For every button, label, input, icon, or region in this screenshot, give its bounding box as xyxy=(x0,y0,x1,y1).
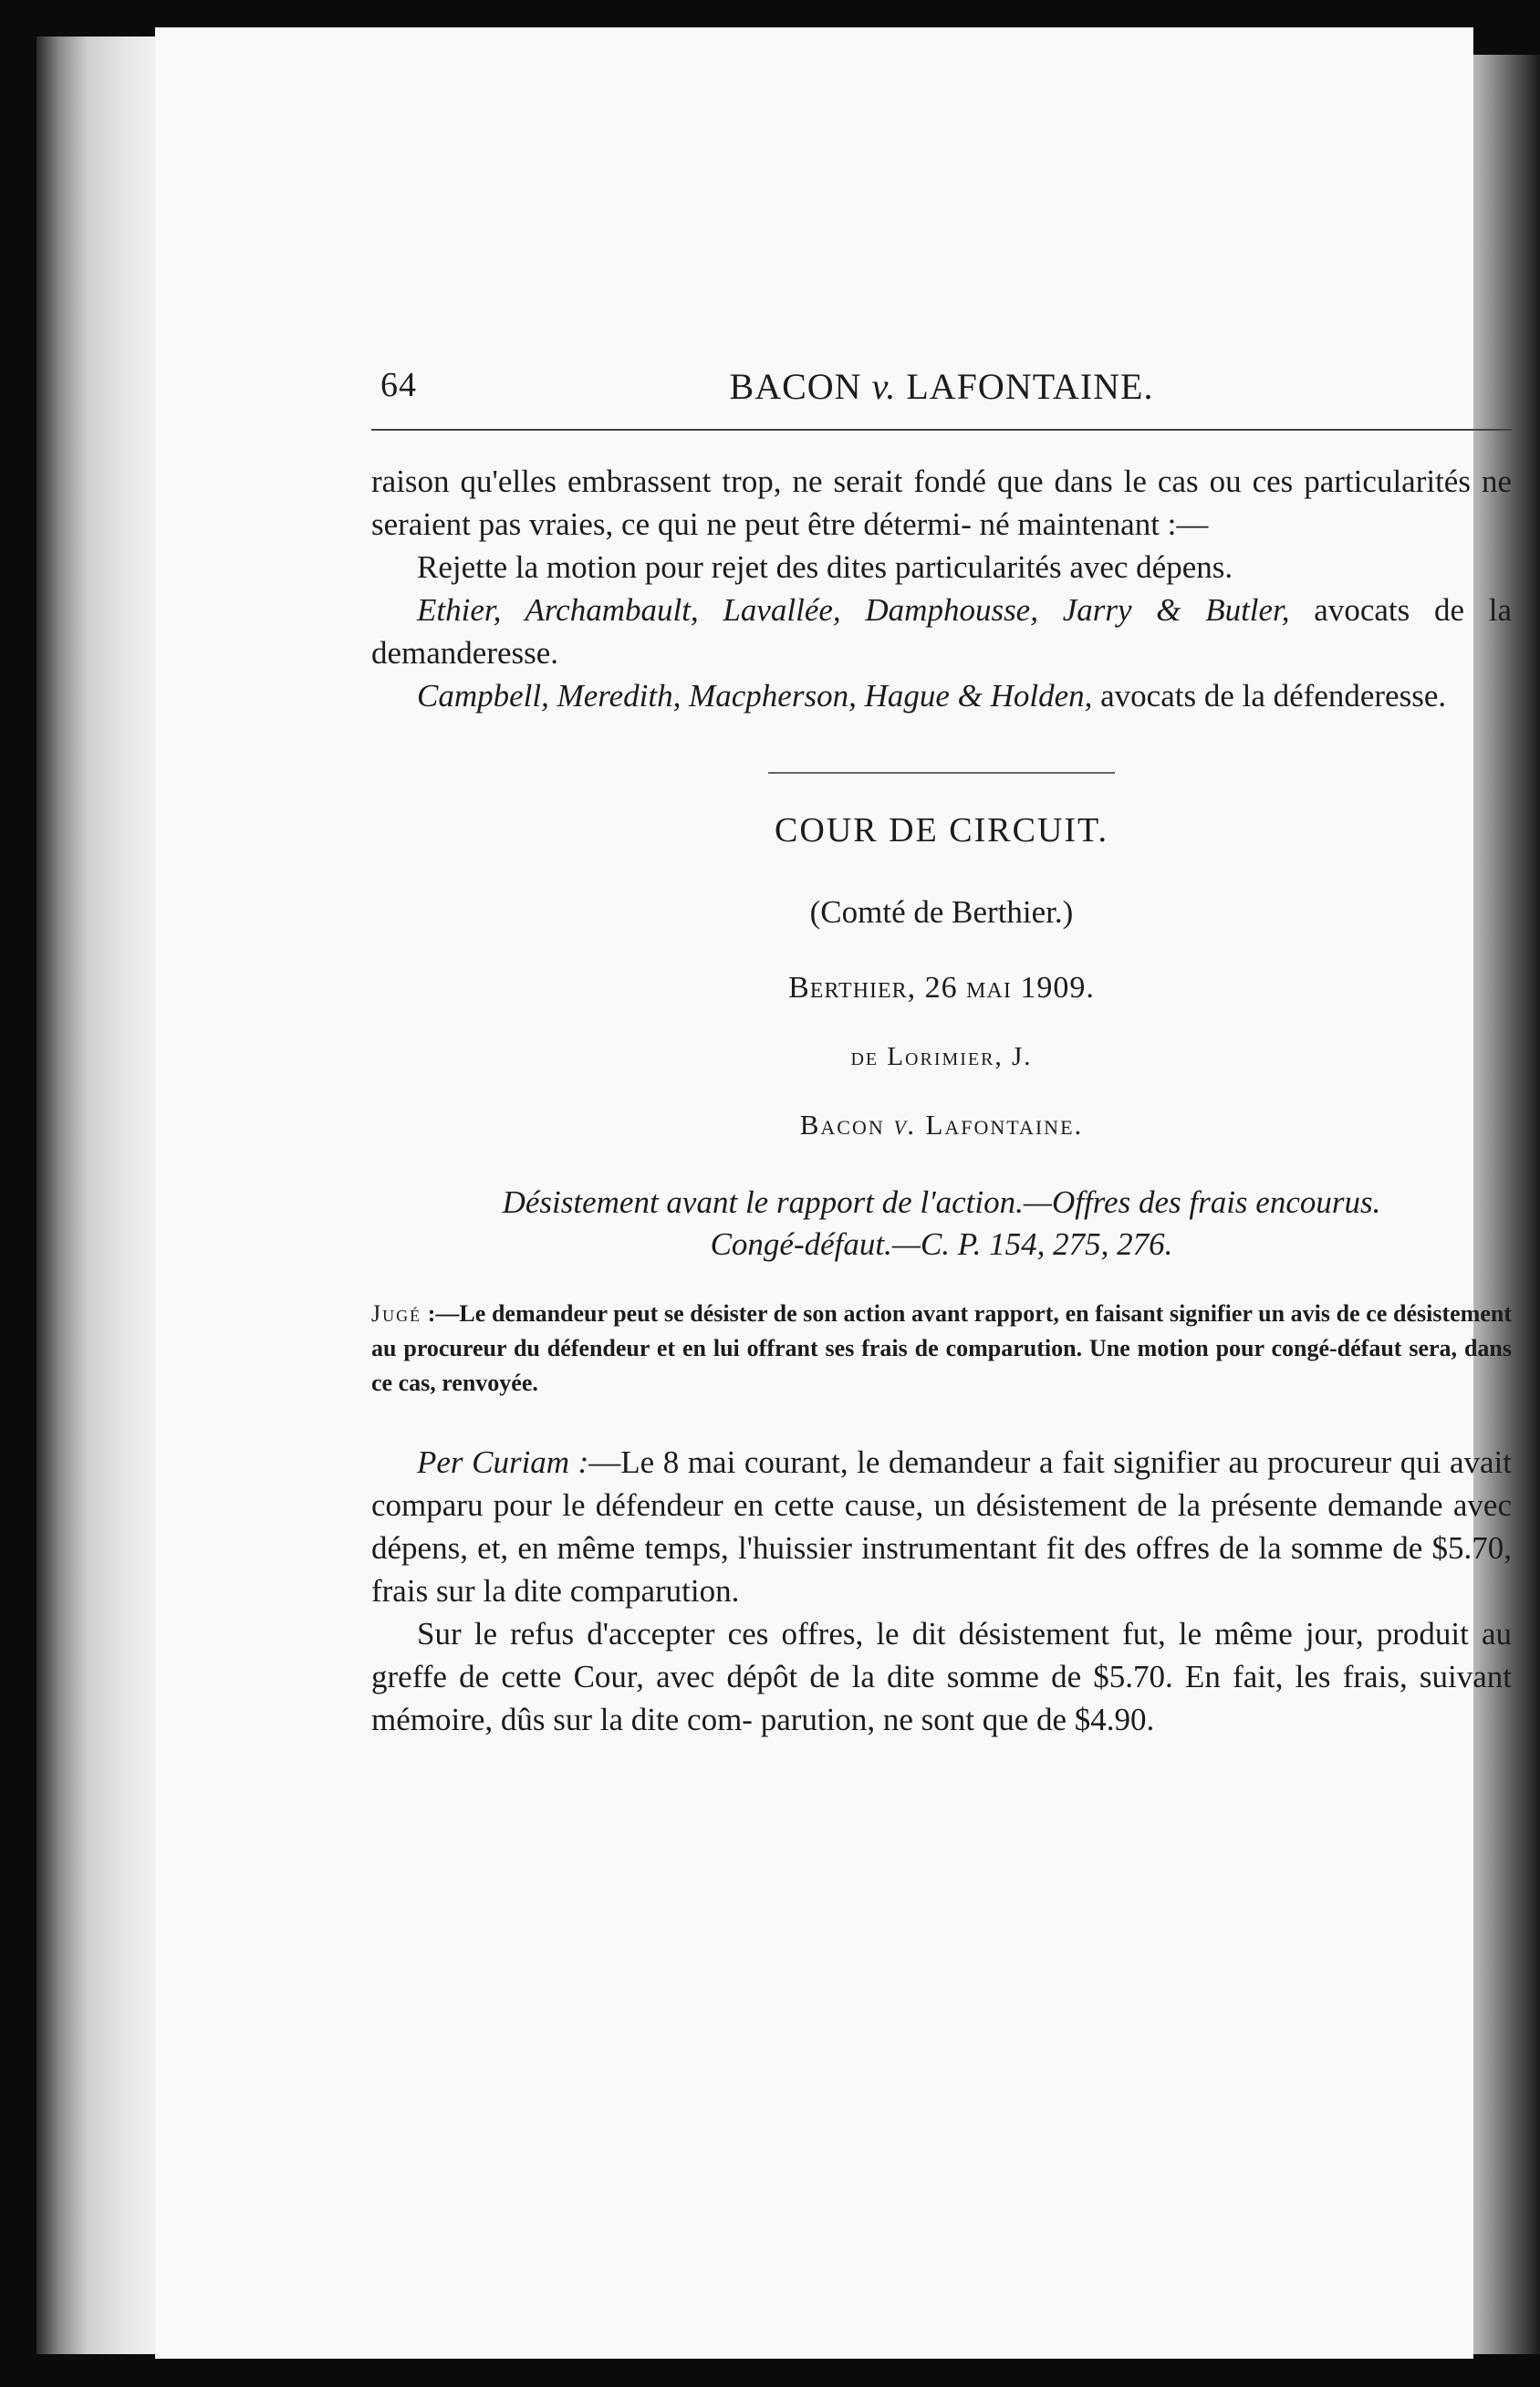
per-curiam-paragraph xyxy=(371,1441,1512,1612)
attorneys-plaintiff-names: Ethier, Archambault, Lavallée, Damphousse, Jarry & Butler, xyxy=(417,592,1290,628)
attorneys-defendant-role: avocats de la défenderesse. xyxy=(1100,678,1447,714)
header-rule xyxy=(371,429,1512,431)
attorneys-defendant xyxy=(371,674,1512,717)
previous-case-text xyxy=(371,460,1512,717)
case-title-plaintiff: Bacon xyxy=(799,1109,894,1141)
attorneys-defendant-names: Campbell, Meredith, Macpherson, Hague & Holden, xyxy=(417,678,1093,714)
section-separator xyxy=(768,772,1115,774)
paragraph: Sur le refus d'accepter ces offres, le dit désistement fut, le même jour, produit au greffe de cette Cour, avec dépôt de la dite somme de $5.70. En fait, les frais, suivant mémoire, dûs sur la dite com- parution, ne sont que de $4.90. xyxy=(371,1616,1512,1737)
court-name: COUR DE CIRCUIT. xyxy=(775,811,1108,850)
running-head xyxy=(371,338,1512,411)
running-title xyxy=(371,365,1512,408)
case-title-defendant: Lafontaine. xyxy=(916,1109,1084,1141)
headnote-line: Désistement avant le rapport de l'action.—Offres des frais encourus. xyxy=(502,1184,1381,1220)
paragraph: Rejette la motion pour rejet des dites particularités avec dépens. xyxy=(417,549,1233,585)
page-content xyxy=(371,338,1512,1741)
running-title-versus: v. xyxy=(871,366,897,407)
headnote-line: Congé-défaut.—C. P. 154, 275, 276. xyxy=(710,1226,1173,1262)
paragraph: raison qu'elles embrassent trop, ne serait fondé que dans le cas ou ces particularités ne seraient pas vraies, ce qui ne peut être détermi- né maintenant :— xyxy=(371,464,1512,542)
judge: de Lorimier, J. xyxy=(850,1042,1033,1071)
book-page-edges xyxy=(36,36,164,2354)
summary-text: :—Le demandeur peut se désister de son action avant rapport, en faisant signifier un avis de ce désistement au procureur du défendeur et en lui offrant ses frais de comparution. Une motion pour congé-défaut sera, dans ce cas, renvoyée. xyxy=(371,1300,1512,1396)
summary-label: Jugé xyxy=(371,1300,422,1327)
book-page xyxy=(155,27,1513,2359)
attorneys-plaintiff-role: avocats de la demanderesse. xyxy=(371,592,1513,671)
place-date: Berthier, 26 mai 1909. xyxy=(788,971,1095,1005)
per-curiam-text: —Le 8 mai courant, le demandeur a fait signifier au procureur qui avait comparu pour le défendeur en cette cause, un désistement de la présente demande avec dépens, et, en même temps, l'huissier instrumentant fit des offres de la somme de $5.70, frais sur la dite comparution. xyxy=(371,1444,1512,1609)
running-title-plaintiff: BACON xyxy=(729,366,872,407)
county: (Comté de Berthier.) xyxy=(809,894,1074,930)
per-curiam-label: Per Curiam : xyxy=(417,1444,589,1480)
page-number: 64 xyxy=(380,366,417,404)
case-title xyxy=(371,1109,1512,1141)
case-summary xyxy=(371,1297,1512,1401)
opinion-text xyxy=(371,1441,1512,1741)
headnote xyxy=(371,1182,1512,1266)
attorneys-plaintiff xyxy=(371,589,1512,674)
case-title-versus: v. xyxy=(893,1109,917,1141)
running-title-defendant: LAFONTAINE. xyxy=(896,366,1154,407)
